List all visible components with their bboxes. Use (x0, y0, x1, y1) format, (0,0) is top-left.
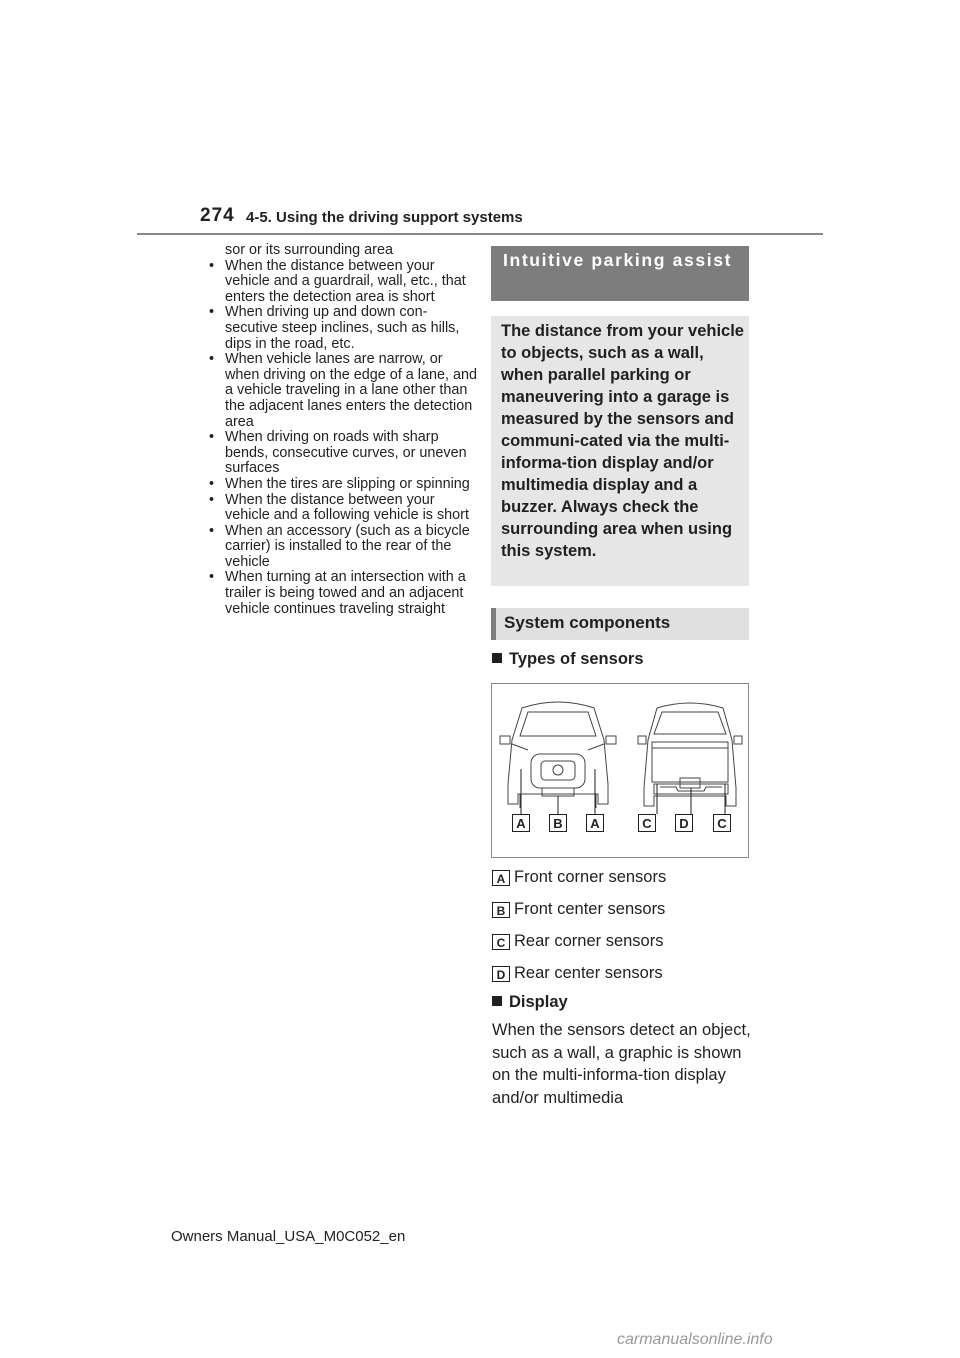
types-of-sensors-heading (492, 650, 644, 669)
intro-text: The distance from your vehicle to objects, such as a wall, when parallel parking or maneuvering into a garage is measured by the sensors and communi-cated via the multi-informa-tion display and/or multimedia display and a buzzer. Always check the surrounding area when using this system. (501, 322, 744, 560)
figure-label-b: B (549, 814, 567, 832)
subheading-text: Display (509, 993, 568, 1011)
bullet-item: • When an accessory (such as a bicycle carrier) is installed to the rear of the vehicle (206, 524, 478, 571)
bullet-item: • When driving up and down con-secutive steep inclines, such as hills, dips in the road, etc. (206, 305, 478, 352)
legend-key: D (492, 966, 510, 982)
bullet-item: • When driving on roads with sharp bends, consecutive curves, or uneven surfaces (206, 430, 478, 477)
display-heading (492, 993, 568, 1012)
figure-label-c: C (713, 814, 731, 832)
intro-box (491, 316, 749, 586)
square-bullet-icon (492, 653, 502, 663)
legend-key: C (492, 934, 510, 950)
heading-intuitive-parking-assist (491, 246, 749, 301)
bullet-item: • When the distance between your vehicle and a following vehicle is short (206, 493, 478, 524)
legend-key: A (492, 870, 510, 886)
continuation-line: sor or its surrounding area (225, 242, 393, 258)
subheading-text: Types of sensors (509, 650, 644, 668)
legend-text: Front corner sensors (514, 868, 667, 886)
square-bullet-icon (492, 996, 502, 1006)
display-paragraph: When the sensors detect an object, such as a wall, a graphic is shown on the multi-informa-tion display and/or multimedia (492, 1021, 751, 1107)
bullet-item: • When turning at an intersection with a trailer is being towed and an adjacent vehicle continues traveling straight (206, 570, 478, 617)
legend-row-c (492, 932, 663, 951)
legend-row-d (492, 964, 663, 983)
watermark: carmanualsonline.info (617, 1331, 773, 1348)
figure-label-a: A (586, 814, 604, 832)
sensor-diagram (491, 683, 749, 858)
header-divider (137, 233, 823, 235)
section-title: 4-5. Using the driving support systems (246, 209, 523, 226)
legend-row-a (492, 868, 666, 887)
legend-key: B (492, 902, 510, 918)
heading-text: System components (504, 613, 671, 632)
front-vehicle-drawing (500, 702, 616, 808)
legend-text: Front center sensors (514, 900, 666, 918)
footer-manual-id: Owners Manual_USA_M0C052_en (171, 1228, 406, 1245)
legend-row-b (492, 900, 665, 919)
bullet-item: • When the distance between your vehicle and a guardrail, wall, etc., that enters the detection area is short (206, 259, 478, 306)
heading-system-components (491, 608, 749, 640)
legend-text: Rear corner sensors (514, 932, 664, 950)
bullet-item: • When vehicle lanes are narrow, or when driving on the edge of a lane, and a vehicle traveling in a lane other than the adjacent lanes enters the detection area (206, 352, 478, 430)
heading-text: Intuitive parking assist (503, 250, 733, 270)
figure-label-c: C (638, 814, 656, 832)
figure-label-d: D (675, 814, 693, 832)
legend-text: Rear center sensors (514, 964, 663, 982)
bullet-item: • When the tires are slipping or spinning (206, 477, 478, 493)
vehicle-illustration (492, 684, 748, 857)
figure-label-a: A (512, 814, 530, 832)
rear-vehicle-drawing (638, 703, 742, 806)
left-column (206, 243, 478, 617)
page-number: 274 (200, 205, 235, 226)
